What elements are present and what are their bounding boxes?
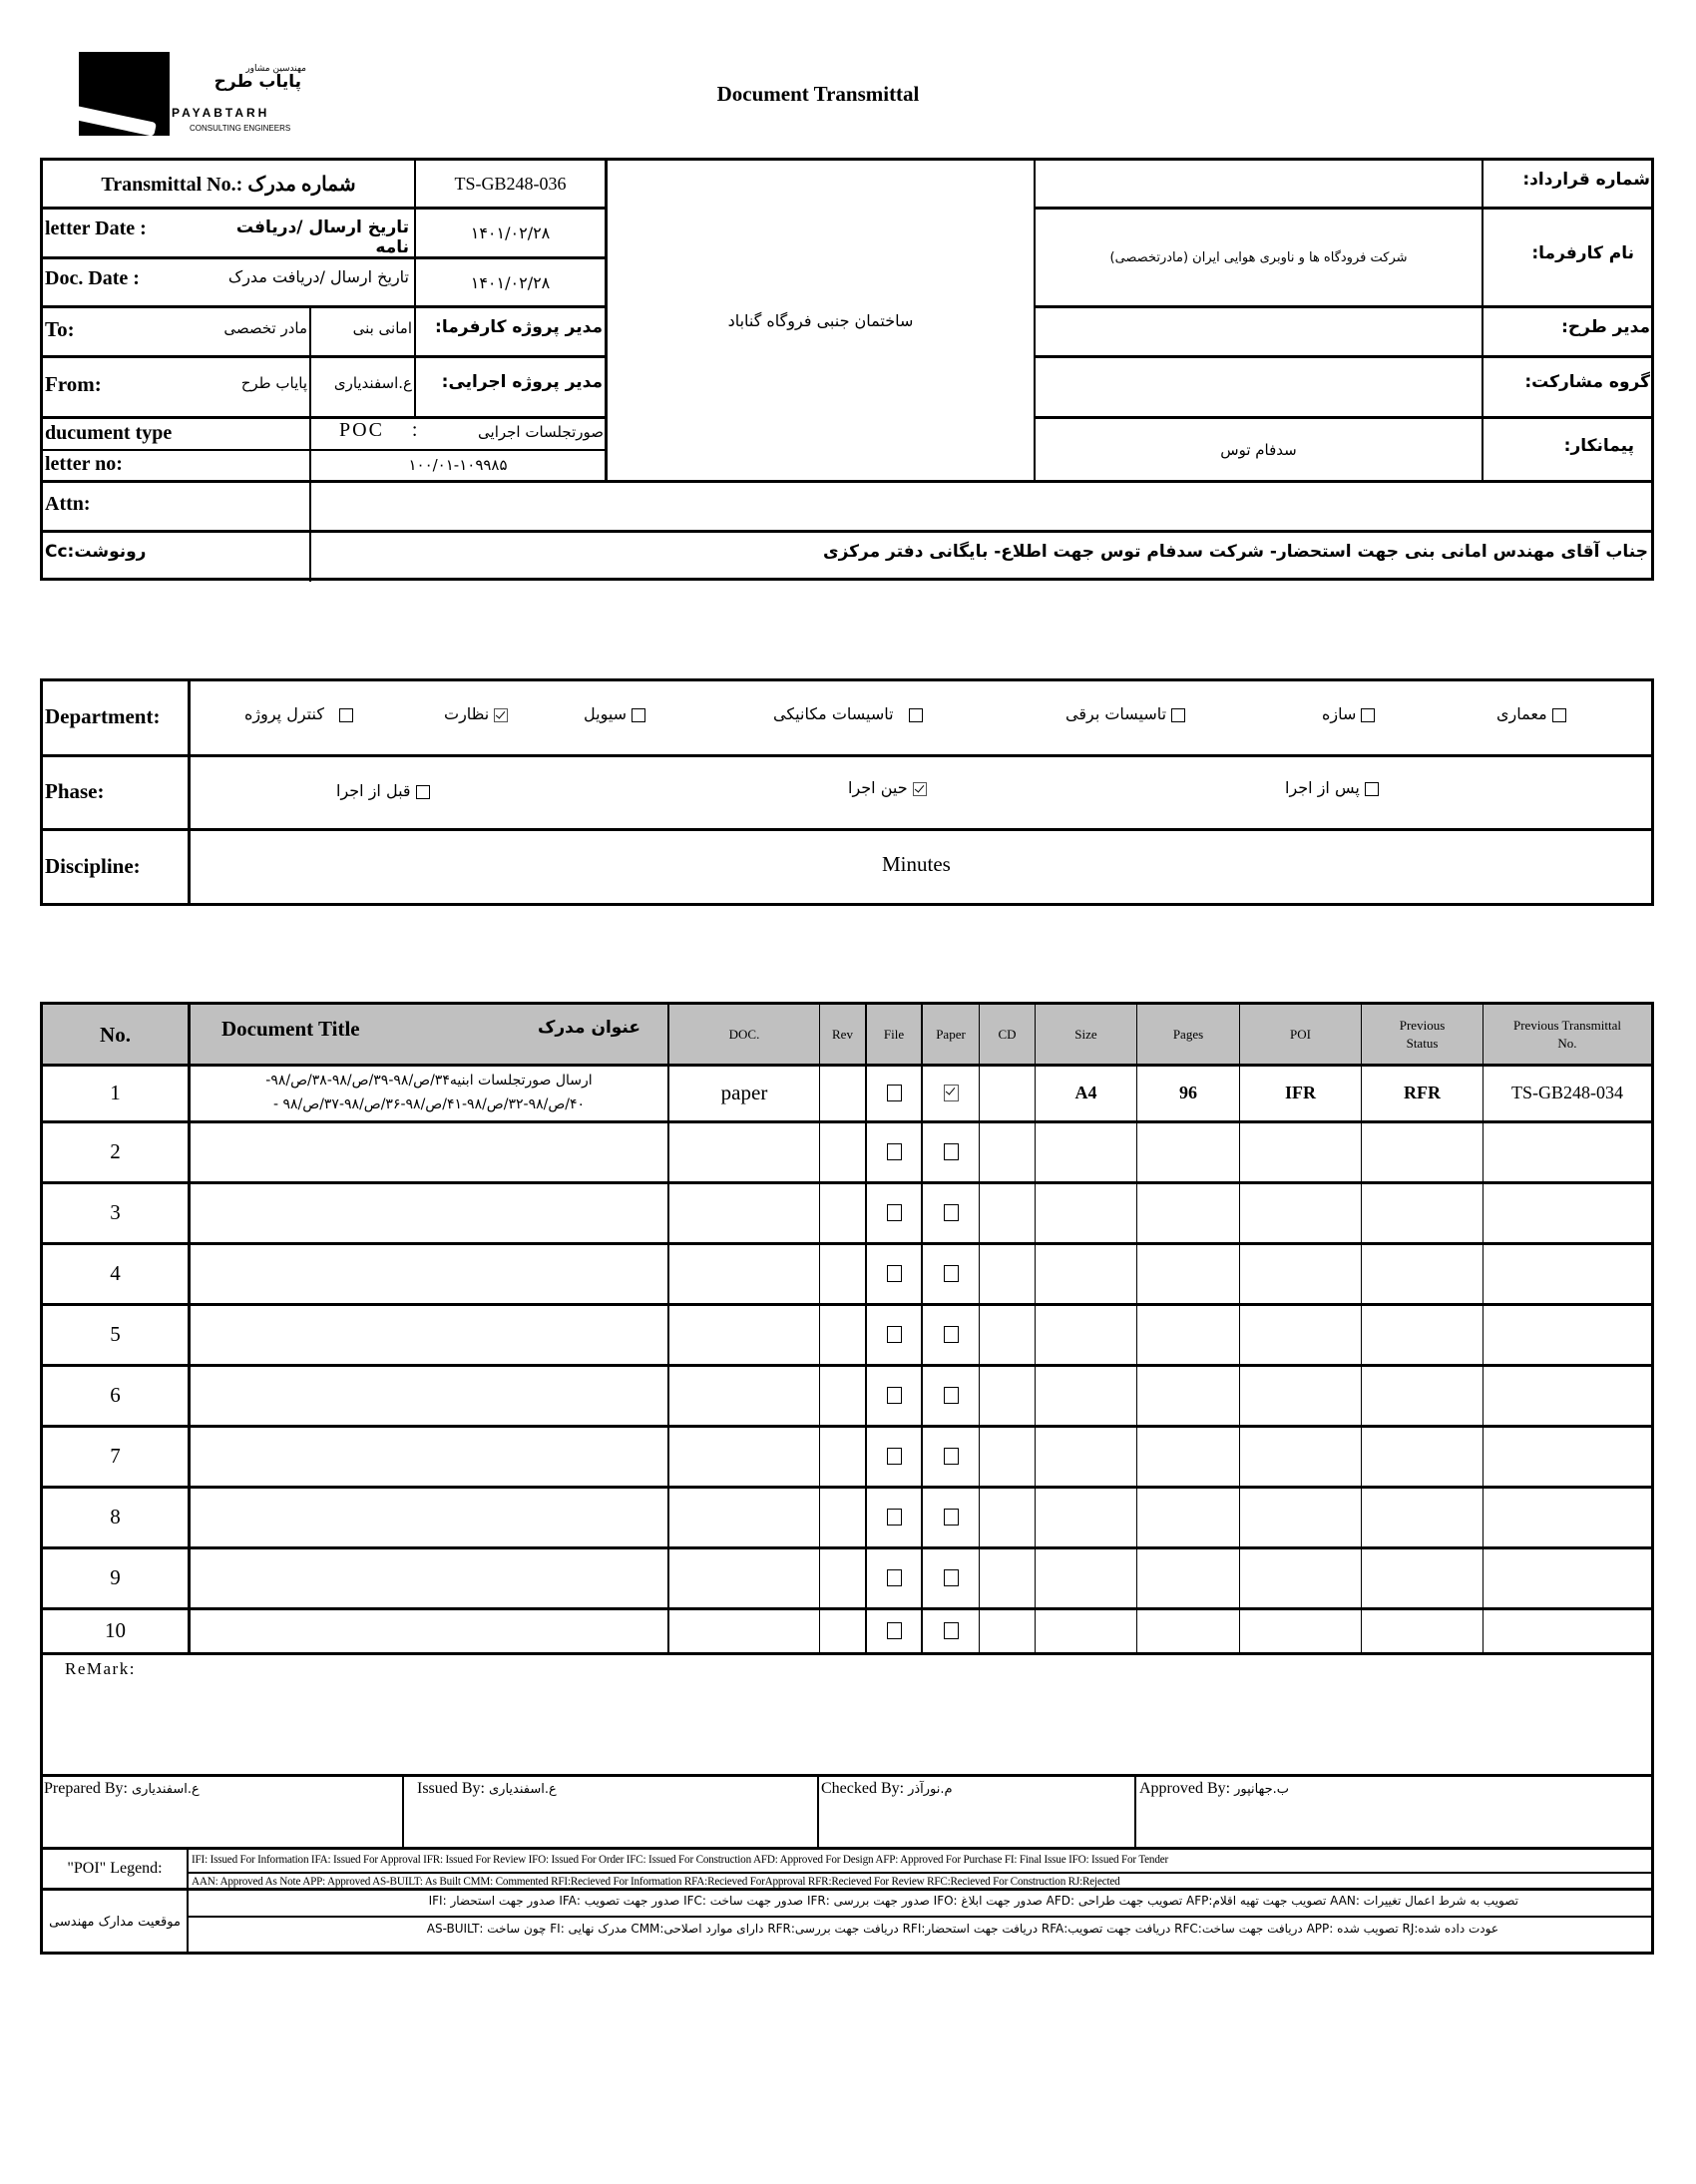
dept-civil[interactable]: سیویل bbox=[584, 704, 645, 723]
row-paper[interactable] bbox=[923, 1547, 979, 1608]
row-file[interactable] bbox=[867, 1547, 921, 1608]
cc-label: Cc:رونوشت bbox=[45, 542, 147, 562]
row-no: 9 bbox=[110, 1565, 121, 1589]
row-pages bbox=[1137, 1304, 1239, 1365]
dept-memari-checkbox[interactable] bbox=[1552, 708, 1566, 722]
file-checkbox[interactable] bbox=[887, 1326, 902, 1343]
row-paper[interactable] bbox=[923, 1182, 979, 1243]
phase-after-checkbox[interactable] bbox=[1365, 782, 1379, 796]
dept-saze-checkbox[interactable] bbox=[1361, 708, 1375, 722]
transmittal-no-label: Transmittal No.: شماره مدرک bbox=[101, 173, 356, 196]
page-title: Document Transmittal bbox=[716, 82, 920, 106]
poi-legend-label: "POI" Legend: bbox=[67, 1860, 163, 1877]
doc-position-line2: عودت داده شده:RJ تصویب شده :APP دریافت جهت ساخت:RFC دریافت جهت تصویب:RFA دریافت جهت استحضار:RFI دریافت جهت بررسی:RFR دارای موارد اصلاحی:CMM مدرک نهایی :FI چون ساخت :AS-BUILT bbox=[426, 1922, 1498, 1936]
exec-pm-name: ع.اسفندیاری bbox=[333, 374, 412, 392]
phase-before[interactable]: قبل از اجرا bbox=[336, 781, 430, 800]
row-pages bbox=[1137, 1182, 1239, 1243]
doc-date-value: ۱۴۰۱/۰۲/۲۸ bbox=[470, 272, 551, 292]
row-prev-transmittal bbox=[1484, 1426, 1651, 1487]
row-no: 8 bbox=[110, 1505, 121, 1529]
contract-no-label: شماره قرارداد: bbox=[1522, 170, 1650, 190]
poi-legend-line1: IFI: Issued For Information IFA: Issued For Approval IFR: Issued For Review IFO: Issued For Order IFC: Issued For Construction AFD: Approved For Design AFP: Approved For Purchase FI: Final Issue IFO: Issued For Tender bbox=[192, 1854, 1169, 1866]
row-doc bbox=[669, 1426, 819, 1487]
row-rev bbox=[820, 1426, 865, 1487]
file-checkbox[interactable] bbox=[887, 1265, 902, 1282]
contract-no-value bbox=[1036, 161, 1482, 207]
paper-checkbox[interactable] bbox=[944, 1387, 959, 1404]
row-paper[interactable] bbox=[923, 1121, 979, 1182]
transmittal-no-value: TS-GB248-036 bbox=[454, 173, 567, 194]
row-size bbox=[1036, 1547, 1136, 1608]
row-file[interactable] bbox=[867, 1608, 921, 1653]
logo-english-name: PAYABTARH bbox=[172, 106, 270, 120]
row-rev bbox=[820, 1487, 865, 1547]
file-checkbox[interactable] bbox=[887, 1569, 902, 1586]
paper-checkbox[interactable] bbox=[944, 1085, 959, 1101]
row-pages bbox=[1137, 1608, 1239, 1653]
plan-manager-value bbox=[1036, 308, 1482, 355]
letter-date-label-fa: تاریخ ارسال /دریافت نامه bbox=[235, 218, 409, 257]
col-rev: Rev bbox=[832, 1027, 853, 1042]
dept-mechanical-checkbox[interactable] bbox=[909, 708, 923, 722]
row-cd bbox=[980, 1547, 1035, 1608]
row-cd bbox=[980, 1065, 1035, 1121]
client-pm-name: امانی بنی bbox=[352, 319, 412, 337]
col-title-en: Document Title bbox=[221, 1017, 360, 1041]
file-checkbox[interactable] bbox=[887, 1622, 902, 1639]
row-doc bbox=[669, 1608, 819, 1653]
row-rev bbox=[820, 1365, 865, 1426]
discipline-value: Minutes bbox=[882, 852, 951, 876]
row-cd bbox=[980, 1182, 1035, 1243]
row-poi bbox=[1240, 1547, 1361, 1608]
row-size bbox=[1036, 1487, 1136, 1547]
contractor-label: پیمانکار: bbox=[1563, 436, 1634, 456]
issued-by: Issued By: ع.اسفندیاری bbox=[417, 1780, 557, 1797]
approved-by-name: ب.جهانپور bbox=[1234, 1782, 1290, 1797]
col-prev-status: Previous Status bbox=[1399, 1018, 1446, 1051]
letter-no-value: ۱۰۰/۰۱-۱۰۹۹۸۵ bbox=[408, 456, 508, 474]
department-label: Department: bbox=[45, 704, 161, 728]
file-checkbox[interactable] bbox=[887, 1387, 902, 1404]
doc-date-label-fa: تاریخ ارسال /دریافت مدرک bbox=[227, 267, 409, 286]
row-cd bbox=[980, 1304, 1035, 1365]
col-size: Size bbox=[1074, 1027, 1097, 1042]
dept-project-control-checkbox[interactable] bbox=[339, 708, 353, 722]
row-prev-status bbox=[1362, 1304, 1483, 1365]
row-doc bbox=[669, 1121, 819, 1182]
letter-date-label-en: letter Date : bbox=[45, 218, 147, 239]
to-value: مادر تخصصی bbox=[223, 319, 307, 337]
row-cd bbox=[980, 1121, 1035, 1182]
row-file[interactable] bbox=[867, 1365, 921, 1426]
row-paper[interactable] bbox=[923, 1487, 979, 1547]
dept-memari[interactable]: معماری bbox=[1496, 704, 1566, 723]
row-pages bbox=[1137, 1365, 1239, 1426]
paper-checkbox[interactable] bbox=[944, 1143, 959, 1160]
row-no: 4 bbox=[110, 1261, 121, 1285]
row-doc bbox=[669, 1547, 819, 1608]
row-paper[interactable] bbox=[923, 1243, 979, 1304]
row-prev-status bbox=[1362, 1182, 1483, 1243]
logo-mark bbox=[79, 52, 170, 136]
prepared-by: Prepared By: ع.اسفندیاری bbox=[44, 1780, 200, 1797]
project-name: ساختمان جنبی فروگاه گناباد bbox=[727, 310, 914, 330]
row-file[interactable] bbox=[867, 1065, 921, 1121]
file-checkbox[interactable] bbox=[887, 1448, 902, 1465]
poi-legend-line2: AAN: Approved As Note APP: Approved AS-BUILT: As Built CMM: Commented RFI:Recieved For Information RFA:Recieved ForApproval RFR:Recieved For Review RFC:Recieved For Construction RJ:Rejected bbox=[192, 1876, 1120, 1888]
doc-type-label: ducument type bbox=[45, 422, 173, 444]
file-checkbox[interactable] bbox=[887, 1085, 902, 1101]
row-prev-transmittal: TS-GB248-034 bbox=[1511, 1083, 1623, 1102]
from-label: From: bbox=[45, 372, 102, 396]
row-paper[interactable] bbox=[923, 1304, 979, 1365]
row-poi bbox=[1240, 1365, 1361, 1426]
paper-checkbox[interactable] bbox=[944, 1326, 959, 1343]
remark-field[interactable] bbox=[190, 1659, 1636, 1769]
logo-persian-name: پایاب طرح bbox=[213, 72, 301, 92]
logo-persian-sub: مهندسین مشاور bbox=[245, 64, 306, 74]
dept-saze[interactable]: سازه bbox=[1322, 704, 1375, 723]
row-size bbox=[1036, 1304, 1136, 1365]
dept-mechanical[interactable]: تاسیسات مکانیکی bbox=[773, 704, 923, 723]
row-doc: paper bbox=[720, 1081, 768, 1104]
row-size bbox=[1036, 1182, 1136, 1243]
from-value: پایاب طرح bbox=[240, 374, 307, 392]
attn-label: Attn: bbox=[45, 493, 91, 515]
phase-during[interactable]: حین اجرا bbox=[848, 778, 927, 797]
row-poi: IFR bbox=[1285, 1083, 1316, 1102]
row-prev-status bbox=[1362, 1243, 1483, 1304]
row-size bbox=[1036, 1608, 1136, 1653]
row-file[interactable] bbox=[867, 1121, 921, 1182]
row-paper[interactable] bbox=[923, 1608, 979, 1653]
client-name-value: شرکت فرودگاه ها و ناوبری هوایی ایران (مادرتخصصی) bbox=[1109, 249, 1408, 265]
row-no: 2 bbox=[110, 1139, 121, 1163]
row-prev-status: RFR bbox=[1404, 1083, 1441, 1102]
row-poi bbox=[1240, 1304, 1361, 1365]
row-prev-status bbox=[1362, 1365, 1483, 1426]
phase-before-checkbox[interactable] bbox=[416, 785, 430, 799]
exec-pm-label: مدیر پروژه اجرایی: bbox=[441, 372, 603, 392]
phase-label: Phase: bbox=[45, 779, 105, 803]
file-checkbox[interactable] bbox=[887, 1143, 902, 1160]
row-prev-status bbox=[1362, 1547, 1483, 1608]
row-cd bbox=[980, 1487, 1035, 1547]
checked-by-name: م.نورآذر bbox=[908, 1782, 953, 1797]
row-prev-transmittal bbox=[1484, 1121, 1651, 1182]
row-no: 3 bbox=[110, 1200, 121, 1224]
remark-label: ReMark: bbox=[65, 1659, 136, 1678]
dept-electrical-checkbox[interactable] bbox=[1171, 708, 1185, 722]
col-doc: DOC. bbox=[728, 1027, 760, 1042]
row-no: 6 bbox=[110, 1383, 121, 1407]
dept-supervision[interactable]: نظارت bbox=[444, 704, 508, 723]
row-pages bbox=[1137, 1426, 1239, 1487]
letter-date-value: ۱۴۰۱/۰۲/۲۸ bbox=[470, 223, 551, 242]
row-poi bbox=[1240, 1182, 1361, 1243]
discipline-label: Discipline: bbox=[45, 854, 141, 878]
phase-after[interactable]: پس از اجرا bbox=[1285, 778, 1379, 797]
paper-checkbox[interactable] bbox=[944, 1204, 959, 1221]
file-checkbox[interactable] bbox=[887, 1509, 902, 1526]
row-poi bbox=[1240, 1121, 1361, 1182]
row-pages: 96 bbox=[1179, 1083, 1197, 1102]
row-paper[interactable] bbox=[923, 1426, 979, 1487]
row-size bbox=[1036, 1243, 1136, 1304]
row-prev-transmittal bbox=[1484, 1547, 1651, 1608]
row-prev-status bbox=[1362, 1608, 1483, 1653]
row-doc bbox=[669, 1243, 819, 1304]
logo-tagline: CONSULTING ENGINEERS bbox=[190, 124, 291, 133]
contractor-value: سدفام توس bbox=[1220, 440, 1297, 459]
cc-value: جناب آقای مهندس امانی بنی جهت استحضار- شرکت سدفام توس جهت اطلاع- بایگانی دفتر مرکزی bbox=[822, 542, 1648, 562]
paper-checkbox[interactable] bbox=[944, 1448, 959, 1465]
partnership-label: گروه مشارکت: bbox=[1524, 372, 1650, 392]
row-file[interactable] bbox=[867, 1426, 921, 1487]
doc-date-label-en: Doc. Date : bbox=[45, 267, 140, 289]
to-label: To: bbox=[45, 317, 75, 341]
col-poi: POI bbox=[1290, 1027, 1311, 1042]
row-size bbox=[1036, 1121, 1136, 1182]
row-doc bbox=[669, 1487, 819, 1547]
col-no: No. bbox=[100, 1022, 131, 1047]
row-paper[interactable] bbox=[923, 1065, 979, 1121]
row-file[interactable] bbox=[867, 1182, 921, 1243]
row-prev-status bbox=[1362, 1487, 1483, 1547]
doc-type-code: POC : bbox=[339, 419, 420, 441]
row-rev bbox=[820, 1608, 865, 1653]
row-paper[interactable] bbox=[923, 1365, 979, 1426]
row-size: A4 bbox=[1074, 1083, 1097, 1102]
row-title[interactable]: ارسال صورتجلسات ابنیه۳۴/ص/۹۸-۳۹/ص/۹۸-۳۸/ص/۹۸- ۴۰/ص/۹۸-۳۲/ص/۹۸-۴۱/ص/۹۸-۳۶/ص/۹۸-۳۷/ص/۹۸ - bbox=[265, 1073, 593, 1112]
row-poi bbox=[1240, 1487, 1361, 1547]
prepared-by-name: ع.اسفندیاری bbox=[131, 1782, 200, 1797]
row-pages bbox=[1137, 1121, 1239, 1182]
dept-electrical[interactable]: تاسیسات برقی bbox=[1065, 704, 1185, 723]
row-prev-transmittal bbox=[1484, 1365, 1651, 1426]
doc-type-value: صورتجلسات اجرایی bbox=[478, 423, 604, 441]
row-size bbox=[1036, 1426, 1136, 1487]
row-rev bbox=[820, 1304, 865, 1365]
col-cd: CD bbox=[998, 1027, 1017, 1042]
phase-during-checkbox[interactable] bbox=[913, 782, 927, 796]
row-poi bbox=[1240, 1608, 1361, 1653]
row-no: 1 bbox=[110, 1081, 121, 1104]
dept-supervision-checkbox[interactable] bbox=[494, 708, 508, 722]
row-file[interactable] bbox=[867, 1304, 921, 1365]
row-no: 5 bbox=[110, 1322, 121, 1346]
row-prev-transmittal bbox=[1484, 1243, 1651, 1304]
paper-checkbox[interactable] bbox=[944, 1509, 959, 1526]
row-prev-status bbox=[1362, 1426, 1483, 1487]
client-name-label: نام کارفرما: bbox=[1531, 243, 1634, 263]
file-checkbox[interactable] bbox=[887, 1204, 902, 1221]
row-prev-transmittal bbox=[1484, 1304, 1651, 1365]
row-prev-transmittal bbox=[1484, 1608, 1651, 1653]
row-cd bbox=[980, 1608, 1035, 1653]
row-pages bbox=[1137, 1487, 1239, 1547]
row-no: 10 bbox=[105, 1618, 126, 1642]
dept-civil-checkbox[interactable] bbox=[632, 708, 645, 722]
row-rev bbox=[820, 1121, 865, 1182]
row-prev-status bbox=[1362, 1121, 1483, 1182]
doc-position-label: موقعیت مدارک مهندسی bbox=[49, 1914, 181, 1930]
row-cd bbox=[980, 1426, 1035, 1487]
row-prev-transmittal bbox=[1484, 1182, 1651, 1243]
row-poi bbox=[1240, 1426, 1361, 1487]
letter-no-label: letter no: bbox=[45, 453, 123, 475]
row-pages bbox=[1137, 1547, 1239, 1608]
row-prev-transmittal bbox=[1484, 1487, 1651, 1547]
approved-by: Approved By: ب.جهانپور bbox=[1139, 1780, 1290, 1797]
partnership-value bbox=[1036, 358, 1482, 416]
col-file: File bbox=[883, 1027, 905, 1042]
row-doc bbox=[669, 1365, 819, 1426]
doc-position-line1: تصویب به شرط اعمال تغییرات :AAN تصویب جهت تهیه اقلام:AFP تصویب جهت طراحی :AFD صدور جهت ابلاغ :IFO صدور جهت بررسی :IFR صدور جهت ساخت :IFC صدور جهت تصویب :IFA صدور جهت استحضار :IFI bbox=[428, 1894, 1518, 1908]
row-rev bbox=[820, 1547, 865, 1608]
issued-by-name: ع.اسفندیاری bbox=[489, 1782, 557, 1797]
row-cd bbox=[980, 1365, 1035, 1426]
row-cd bbox=[980, 1243, 1035, 1304]
col-paper: Paper bbox=[936, 1027, 966, 1042]
row-rev bbox=[820, 1065, 865, 1121]
row-file[interactable] bbox=[867, 1243, 921, 1304]
col-pages: Pages bbox=[1172, 1027, 1204, 1042]
row-doc bbox=[669, 1304, 819, 1365]
plan-manager-label: مدیر طرح: bbox=[1561, 317, 1650, 337]
paper-checkbox[interactable] bbox=[944, 1265, 959, 1282]
row-rev bbox=[820, 1182, 865, 1243]
client-pm-label: مدیر پروژه کارفرما: bbox=[435, 317, 603, 337]
paper-checkbox[interactable] bbox=[944, 1569, 959, 1586]
row-no: 7 bbox=[110, 1444, 121, 1468]
col-title-fa: عنوان مدرک bbox=[537, 1018, 640, 1038]
paper-checkbox[interactable] bbox=[944, 1622, 959, 1639]
col-prev-transmittal: Previous Transmittal No. bbox=[1513, 1018, 1621, 1051]
dept-project-control[interactable]: کنترل پروژه bbox=[244, 704, 353, 723]
row-rev bbox=[820, 1243, 865, 1304]
row-poi bbox=[1240, 1243, 1361, 1304]
row-pages bbox=[1137, 1243, 1239, 1304]
checked-by: Checked By: م.نورآذر bbox=[821, 1780, 953, 1797]
row-size bbox=[1036, 1365, 1136, 1426]
row-doc bbox=[669, 1182, 819, 1243]
row-file[interactable] bbox=[867, 1487, 921, 1547]
